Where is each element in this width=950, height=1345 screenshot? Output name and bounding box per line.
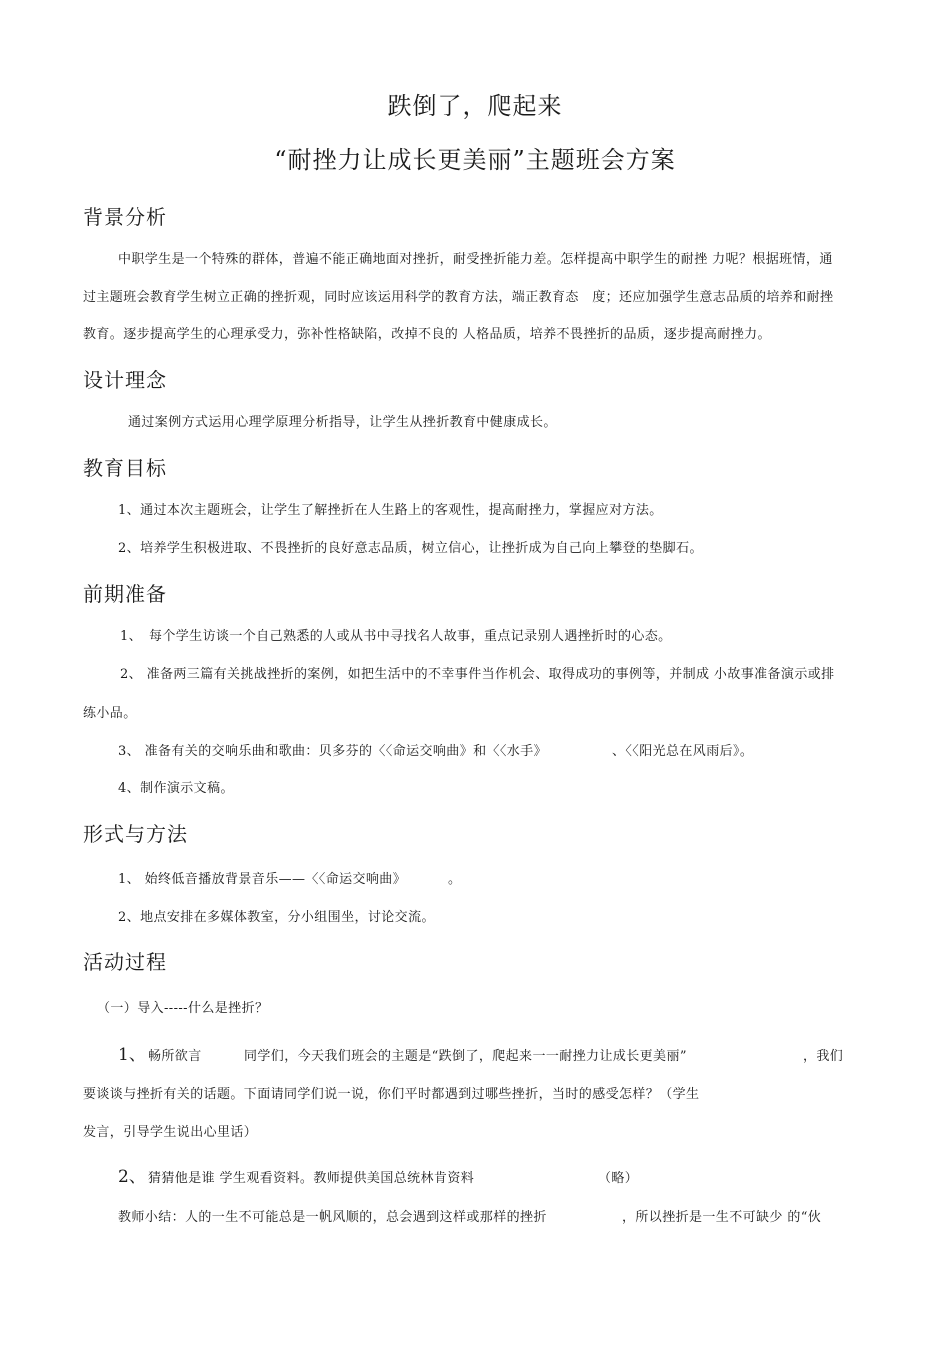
- paragraph-line: 发言，引导学生说出心里话）: [83, 1125, 258, 1140]
- list-item: 2、 准备两三篇有关挑战挫折的案例，如把生活中的不幸事件当作机会、取得成功的事例等，并制成 小故事准备演示或排: [120, 667, 835, 682]
- paragraph-line: ，我们: [803, 1049, 844, 1064]
- document-subtitle: “耐挫力让成长更美丽”主题班会方案: [274, 146, 676, 174]
- paragraph-line: （略）: [598, 1171, 639, 1186]
- section-heading-preparation: 前期准备: [83, 582, 167, 606]
- list-item: 1、通过本次主题班会，让学生了解挫折在人生路上的客观性，提高耐挫力，掌握应对方法。: [118, 503, 663, 518]
- list-item: 2、培养学生积极进取、不畏挫折的良好意志品质，树立信心，让挫折成为自己向上攀登的垫脚石。: [118, 541, 703, 556]
- paragraph-line: 通过案例方式运用心理学原理分析指导，让学生从挫折教育中健康成长。: [128, 415, 557, 430]
- paragraph-line: 中职学生是一个特殊的群体，普遍不能正确地面对挫折，耐受挫折能力差。怎样提高中职学生的耐挫 力呢？根据班情，通: [118, 252, 833, 267]
- list-item-continuation: 练小品。: [83, 706, 137, 721]
- list-item-continuation: 、〈〈阳光总在风雨后》。: [612, 744, 754, 759]
- paragraph-line: ，所以挫折是一生不可缺少 的“伙: [622, 1210, 822, 1225]
- section-heading-methods: 形式与方法: [83, 822, 188, 846]
- list-item: 1、 始终低音播放背景音乐——〈〈命运交响曲》: [118, 872, 407, 887]
- list-item: 4、制作演示文稿。: [118, 781, 234, 796]
- section-heading-background: 背景分析: [83, 205, 167, 229]
- document-title: 跌倒了，爬起来: [387, 92, 563, 120]
- list-item-continuation: 。: [448, 872, 462, 887]
- activity-title: 畅所欲言: [148, 1049, 202, 1064]
- list-item: 3、 准备有关的交响乐曲和歌曲：贝多芬的〈〈命运交响曲》和〈〈水手》: [118, 744, 548, 759]
- paragraph-line: 同学们，今天我们班会的主题是“跌倒了，爬起来一一耐挫力让成长更美丽”: [244, 1049, 687, 1064]
- list-number: 1、: [118, 1045, 146, 1065]
- paragraph-line: 猜猜他是谁 学生观看资料。教师提供美国总统林肯资料: [148, 1171, 475, 1186]
- list-number: 2、: [118, 1167, 146, 1187]
- paragraph-line: 教育。逐步提高学生的心理承受力，弥补性格缺陷，改掉不良的 人格品质，培养不畏挫折的品质，逐步提高耐挫力。: [83, 327, 771, 342]
- paragraph-line: 过主题班会教育学生树立正确的挫折观，同时应该运用科学的教育方法，端正教育态 度；还应加强学生意志品质的培养和耐挫: [83, 290, 834, 305]
- paragraph-line: 要谈谈与挫折有关的话题。下面请同学们说一说，你们平时都遇到过哪些挫折，当时的感受怎样？（学生: [83, 1087, 700, 1102]
- section-heading-process: 活动过程: [83, 950, 167, 974]
- section-heading-design: 设计理念: [83, 368, 167, 392]
- list-item: 2、地点安排在多媒体教室，分小组围坐，讨论交流。: [118, 910, 435, 925]
- section-heading-goals: 教育目标: [83, 456, 167, 480]
- subsection-heading: （一）导入-----什么是挫折？: [97, 1001, 269, 1016]
- paragraph-line: 教师小结：人的一生不可能总是一帆风顺的，总会遇到这样或那样的挫折: [118, 1210, 547, 1225]
- list-item: 1、 每个学生访谈一个自己熟悉的人或从书中寻找名人故事，重点记录别人遇挫折时的心态。: [120, 629, 672, 644]
